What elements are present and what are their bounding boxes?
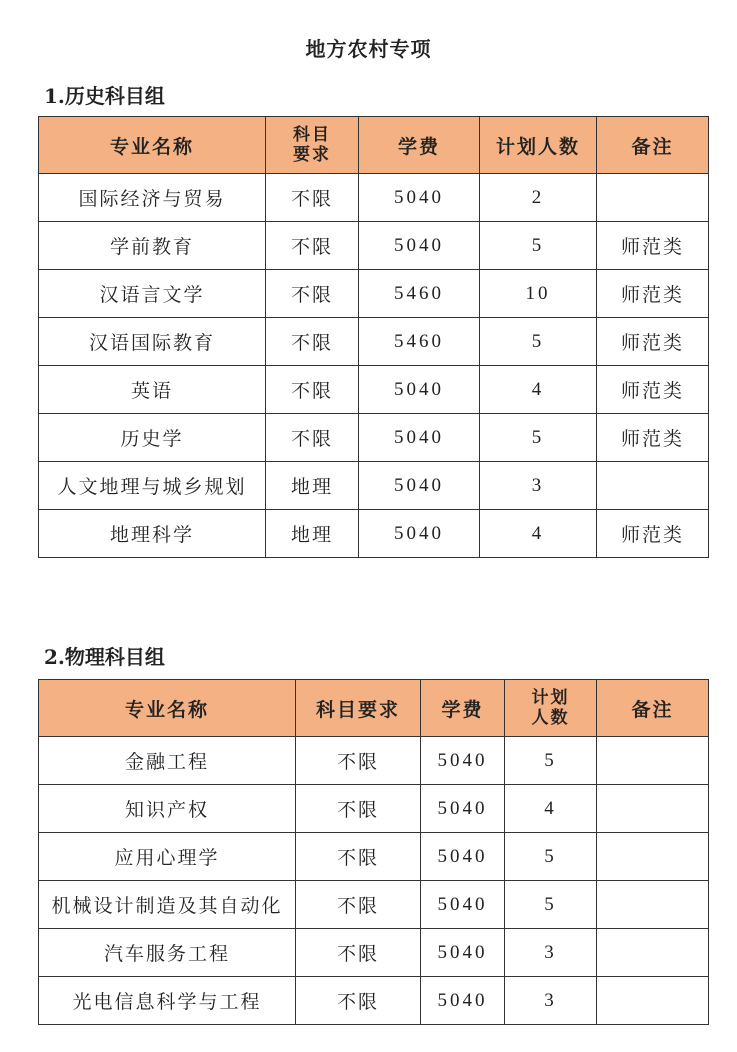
page-title: 地方农村专项	[305, 37, 432, 61]
cell-plan-count: 3	[505, 977, 597, 1025]
cell-tuition: 5460	[359, 318, 480, 366]
cell-remark: 师范类	[597, 318, 709, 366]
cell-major-name: 地理科学	[39, 510, 266, 558]
section-heading-physics: 2.物理科目组	[44, 645, 165, 669]
cell-remark	[597, 785, 709, 833]
cell-subject-requirement: 不限	[296, 929, 421, 977]
table-header-row	[39, 680, 709, 737]
header-subject-requirement	[266, 117, 359, 174]
cell-major-name: 知识产权	[39, 785, 296, 833]
cell-tuition: 5040	[421, 833, 505, 881]
cell-plan-count: 5	[480, 222, 597, 270]
cell-major-name: 英语	[39, 366, 266, 414]
cell-tuition: 5040	[359, 510, 480, 558]
cell-plan-count: 5	[505, 833, 597, 881]
cell-plan-count: 10	[480, 270, 597, 318]
cell-tuition: 5040	[421, 977, 505, 1025]
cell-tuition: 5040	[421, 737, 505, 785]
cell-plan-count: 4	[480, 510, 597, 558]
table-row	[39, 462, 709, 510]
cell-major-name: 汽车服务工程	[39, 929, 296, 977]
cell-remark	[597, 833, 709, 881]
cell-plan-count: 5	[480, 318, 597, 366]
header-remark: 备注	[597, 680, 709, 737]
cell-subject-requirement: 不限	[266, 414, 359, 462]
cell-subject-requirement: 不限	[296, 977, 421, 1025]
cell-tuition: 5040	[359, 174, 480, 222]
cell-plan-count: 3	[480, 462, 597, 510]
table-row	[39, 737, 709, 785]
cell-remark	[597, 737, 709, 785]
cell-major-name: 汉语国际教育	[39, 318, 266, 366]
cell-subject-requirement: 地理	[266, 510, 359, 558]
cell-subject-requirement: 地理	[266, 462, 359, 510]
header-plan-count: 计划人数	[480, 117, 597, 174]
section-heading-history: 1.历史科目组	[44, 84, 165, 108]
cell-remark	[597, 881, 709, 929]
cell-tuition: 5040	[359, 222, 480, 270]
cell-tuition: 5040	[359, 414, 480, 462]
cell-remark: 师范类	[597, 222, 709, 270]
cell-tuition: 5040	[359, 366, 480, 414]
cell-major-name: 机械设计制造及其自动化	[39, 881, 296, 929]
header-remark: 备注	[597, 117, 709, 174]
table-row	[39, 270, 709, 318]
cell-subject-requirement: 不限	[266, 222, 359, 270]
table-row	[39, 174, 709, 222]
history-table-body	[39, 174, 709, 558]
cell-major-name: 国际经济与贸易	[39, 174, 266, 222]
cell-remark: 师范类	[597, 510, 709, 558]
table-row	[39, 929, 709, 977]
cell-subject-requirement: 不限	[296, 881, 421, 929]
header-plan-count	[505, 680, 597, 737]
header-subject-requirement-text: 科目 要求	[293, 125, 331, 165]
cell-remark	[597, 929, 709, 977]
cell-remark	[597, 977, 709, 1025]
cell-tuition: 5040	[421, 881, 505, 929]
cell-remark	[597, 462, 709, 510]
header-major-name: 专业名称	[39, 117, 266, 174]
cell-subject-requirement: 不限	[296, 785, 421, 833]
cell-major-name: 学前教育	[39, 222, 266, 270]
cell-tuition: 5040	[421, 929, 505, 977]
table-row	[39, 318, 709, 366]
cell-plan-count: 2	[480, 174, 597, 222]
table-row	[39, 414, 709, 462]
cell-tuition: 5460	[359, 270, 480, 318]
table-row	[39, 510, 709, 558]
table-row	[39, 881, 709, 929]
header-major-name: 专业名称	[39, 680, 296, 737]
cell-subject-requirement: 不限	[266, 174, 359, 222]
cell-remark: 师范类	[597, 414, 709, 462]
cell-major-name: 金融工程	[39, 737, 296, 785]
cell-subject-requirement: 不限	[266, 270, 359, 318]
header-tuition: 学费	[421, 680, 505, 737]
table-row	[39, 833, 709, 881]
cell-plan-count: 4	[505, 785, 597, 833]
cell-plan-count: 3	[505, 929, 597, 977]
cell-plan-count: 5	[505, 737, 597, 785]
cell-remark: 师范类	[597, 270, 709, 318]
cell-remark: 师范类	[597, 366, 709, 414]
cell-subject-requirement: 不限	[296, 833, 421, 881]
header-subject-requirement: 科目要求	[296, 680, 421, 737]
cell-major-name: 光电信息科学与工程	[39, 977, 296, 1025]
table-row	[39, 977, 709, 1025]
cell-tuition: 5040	[359, 462, 480, 510]
cell-plan-count: 5	[505, 881, 597, 929]
cell-subject-requirement: 不限	[266, 366, 359, 414]
cell-plan-count: 4	[480, 366, 597, 414]
cell-major-name: 人文地理与城乡规划	[39, 462, 266, 510]
cell-major-name: 历史学	[39, 414, 266, 462]
cell-major-name: 应用心理学	[39, 833, 296, 881]
table-header-row	[39, 117, 709, 174]
header-plan-count-text: 计划 人数	[531, 688, 570, 728]
history-group-table	[38, 116, 709, 558]
table-row	[39, 366, 709, 414]
table-row	[39, 222, 709, 270]
table-row	[39, 785, 709, 833]
cell-tuition: 5040	[421, 785, 505, 833]
cell-remark	[597, 174, 709, 222]
header-tuition: 学费	[359, 117, 480, 174]
cell-plan-count: 5	[480, 414, 597, 462]
cell-subject-requirement: 不限	[296, 737, 421, 785]
physics-group-table	[38, 679, 709, 1025]
cell-subject-requirement: 不限	[266, 318, 359, 366]
cell-major-name: 汉语言文学	[39, 270, 266, 318]
physics-table-body	[39, 737, 709, 1025]
